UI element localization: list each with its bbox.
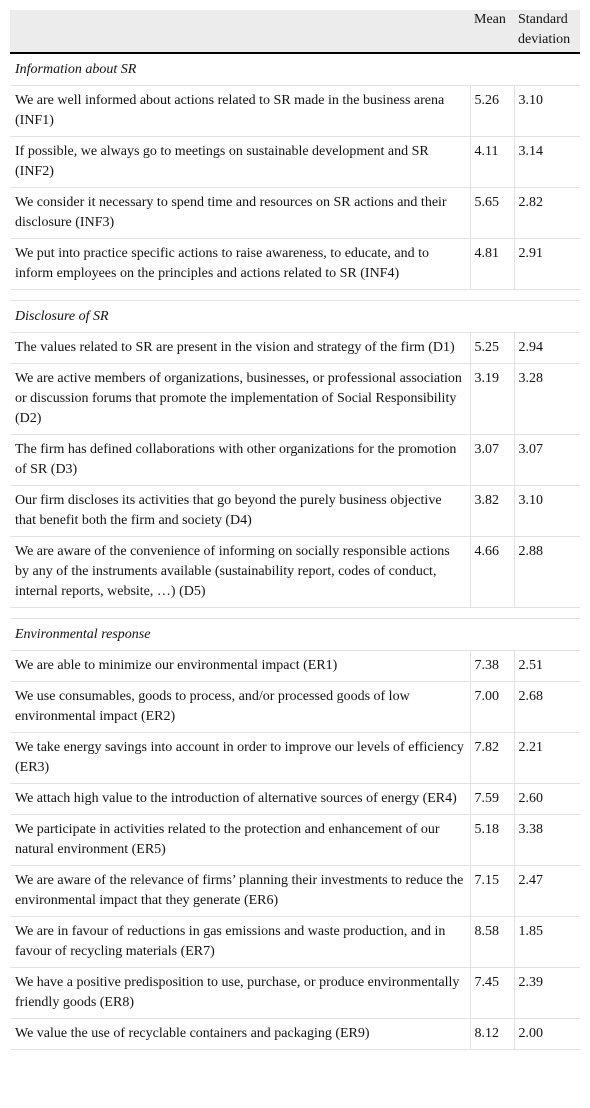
mean-value: 8.12 — [470, 1019, 514, 1050]
table-row — [10, 537, 580, 608]
table-row — [10, 435, 580, 486]
table-row — [10, 784, 580, 815]
mean-value: 4.81 — [470, 239, 514, 290]
table-row — [10, 333, 580, 364]
header-standard-deviation: Standard deviation — [514, 10, 580, 53]
item-text: We value the use of recyclable containers and packaging (ER9) — [10, 1019, 470, 1050]
sd-value: 2.21 — [514, 733, 580, 784]
mean-value: 7.82 — [470, 733, 514, 784]
sd-value: 2.39 — [514, 968, 580, 1019]
table-row — [10, 968, 580, 1019]
section-title: Disclosure of SR — [10, 301, 580, 333]
section-title: Environmental response — [10, 619, 580, 651]
sd-value: 2.47 — [514, 866, 580, 917]
spacer-cell — [10, 608, 580, 619]
mean-value: 7.59 — [470, 784, 514, 815]
table-row — [10, 486, 580, 537]
section-header-row — [10, 53, 580, 86]
header-mean: Mean — [470, 10, 514, 53]
sd-value: 2.94 — [514, 333, 580, 364]
mean-value: 7.45 — [470, 968, 514, 1019]
table-row — [10, 917, 580, 968]
mean-value: 4.11 — [470, 137, 514, 188]
sd-value: 3.38 — [514, 815, 580, 866]
table-row — [10, 86, 580, 137]
table-row — [10, 682, 580, 733]
table-row — [10, 1019, 580, 1050]
mean-value: 7.38 — [470, 651, 514, 682]
sd-value: 2.00 — [514, 1019, 580, 1050]
section-header-row — [10, 301, 580, 333]
sd-value: 3.07 — [514, 435, 580, 486]
mean-value: 5.25 — [470, 333, 514, 364]
item-text: We are aware of the convenience of informing on socially responsible actions by any of the instruments available (sustainability report, codes of conduct, internal reports, website, …) (D5) — [10, 537, 470, 608]
mean-value: 3.19 — [470, 364, 514, 435]
header-item-column — [10, 10, 470, 53]
item-text: We are in favour of reductions in gas emissions and waste production, and in favour of recycling materials (ER7) — [10, 917, 470, 968]
sd-value: 2.51 — [514, 651, 580, 682]
section-title: Information about SR — [10, 53, 580, 86]
sd-value: 2.82 — [514, 188, 580, 239]
item-text: We are aware of the relevance of firms’ planning their investments to reduce the environmental impact that they generate (ER6) — [10, 866, 470, 917]
mean-value: 7.15 — [470, 866, 514, 917]
section-spacer — [10, 290, 580, 301]
sd-value: 3.10 — [514, 86, 580, 137]
sd-value: 3.14 — [514, 137, 580, 188]
sd-value: 2.88 — [514, 537, 580, 608]
mean-value: 3.07 — [470, 435, 514, 486]
table-row — [10, 651, 580, 682]
item-text: We are active members of organizations, businesses, or professional association or discussion forums that promote the implementation of Social Responsibility (D2) — [10, 364, 470, 435]
item-text: The firm has defined collaborations with other organizations for the promotion of SR (D3) — [10, 435, 470, 486]
mean-value: 4.66 — [470, 537, 514, 608]
table-row — [10, 815, 580, 866]
mean-value: 7.00 — [470, 682, 514, 733]
sd-value: 2.91 — [514, 239, 580, 290]
item-text: We are well informed about actions related to SR made in the business arena (INF1) — [10, 86, 470, 137]
item-text: We are able to minimize our environmental impact (ER1) — [10, 651, 470, 682]
table-row — [10, 364, 580, 435]
item-text: We participate in activities related to the protection and enhancement of our natural environment (ER5) — [10, 815, 470, 866]
item-text: If possible, we always go to meetings on sustainable development and SR (INF2) — [10, 137, 470, 188]
item-text: We take energy savings into account in order to improve our levels of efficiency (ER3) — [10, 733, 470, 784]
mean-value: 8.58 — [470, 917, 514, 968]
table-row — [10, 866, 580, 917]
item-text: We attach high value to the introduction of alternative sources of energy (ER4) — [10, 784, 470, 815]
section-header-row — [10, 619, 580, 651]
item-text: The values related to SR are present in the vision and strategy of the firm (D1) — [10, 333, 470, 364]
table-row — [10, 239, 580, 290]
mean-value: 5.26 — [470, 86, 514, 137]
item-text: We consider it necessary to spend time and resources on SR actions and their disclosure (INF3) — [10, 188, 470, 239]
item-text: Our firm discloses its activities that go beyond the purely business objective that benefit both the firm and society (D4) — [10, 486, 470, 537]
item-text: We put into practice specific actions to raise awareness, to educate, and to inform employees on the principles and actions related to SR (INF4) — [10, 239, 470, 290]
table-row — [10, 733, 580, 784]
table-row — [10, 188, 580, 239]
table-row — [10, 137, 580, 188]
mean-value: 5.18 — [470, 815, 514, 866]
sd-value: 3.10 — [514, 486, 580, 537]
item-text: We use consumables, goods to process, and/or processed goods of low environmental impact (ER2) — [10, 682, 470, 733]
mean-value: 3.82 — [470, 486, 514, 537]
section-spacer — [10, 608, 580, 619]
sd-value: 3.28 — [514, 364, 580, 435]
table-body — [10, 53, 580, 1050]
item-text: We have a positive predisposition to use, purchase, or produce environmentally friendly goods (ER8) — [10, 968, 470, 1019]
sd-value: 1.85 — [514, 917, 580, 968]
sd-value: 2.60 — [514, 784, 580, 815]
spacer-cell — [10, 290, 580, 301]
mean-value: 5.65 — [470, 188, 514, 239]
sd-value: 2.68 — [514, 682, 580, 733]
table-header — [10, 10, 580, 53]
statistics-table — [10, 10, 580, 1050]
